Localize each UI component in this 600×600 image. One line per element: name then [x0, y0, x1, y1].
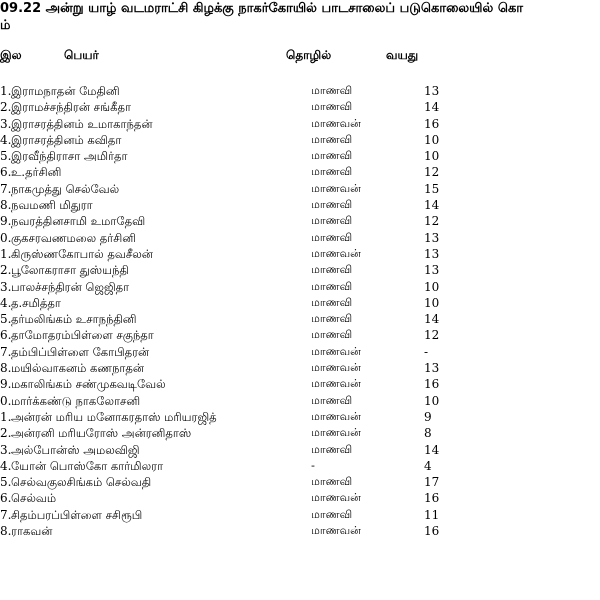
table-row: [0, 295, 600, 311]
row-number: 9.: [0, 377, 12, 392]
row-occupation: மாணவி: [311, 393, 353, 407]
row-occupation: மாணவன்: [311, 377, 361, 391]
row-occupation: மாணவி: [311, 100, 353, 114]
table-row: [0, 279, 600, 295]
row-name: குகசரவணமலை தர்சினி: [11, 230, 137, 245]
row-age: -: [424, 344, 429, 359]
document-heading: [0, 0, 600, 38]
table-row: [0, 409, 600, 425]
table-row: [0, 83, 600, 99]
row-name: ராகவன்: [11, 524, 53, 539]
table-row: [0, 197, 600, 213]
row-occupation: மாணவி: [311, 149, 353, 163]
row-number: 9.: [0, 214, 12, 229]
row-age: 10: [424, 393, 440, 408]
row-number: 5.: [0, 475, 12, 490]
row-occupation: மாணவி: [311, 230, 353, 244]
victims-table: [0, 83, 600, 539]
table-row: [0, 181, 600, 197]
row-number: 4.: [0, 132, 12, 147]
row-number: 7.: [0, 344, 12, 359]
row-number: 1.: [0, 84, 12, 98]
row-occupation: மாணவன்: [311, 344, 361, 358]
row-occupation: மாணவன்: [311, 116, 361, 130]
table-row: [0, 442, 600, 458]
table-row: [0, 523, 600, 539]
table-row: [0, 246, 600, 262]
header-occupation: தொழில்: [286, 48, 332, 62]
table-row: [0, 116, 600, 132]
row-number: 4.: [0, 458, 12, 473]
table-row: [0, 344, 600, 360]
row-occupation: மாணவன்: [311, 426, 361, 440]
row-number: 2.: [0, 100, 12, 115]
row-name: தாமோதரம்பிள்ளை சகுந்தா: [11, 328, 154, 343]
table-row: [0, 360, 600, 376]
row-name: பூலோகராசா துஸ்யந்தி: [11, 263, 129, 278]
row-age: 14: [424, 442, 440, 457]
row-age: 16: [424, 377, 440, 392]
row-name: அன்ரனி மரியரோஸ் அன்ரனிதாஸ்: [11, 426, 192, 441]
table-row: [0, 507, 600, 523]
row-occupation: மாணவி: [311, 507, 353, 521]
row-number: 8.: [0, 524, 12, 539]
table-row: [0, 164, 600, 180]
row-occupation: மாணவி: [311, 132, 353, 146]
heading-line-1: 09.22 அன்று யாழ் வடமராட்சி கிழக்கு நாகர்கோயில் பாடசாலைப் படுகொலையில் கொ: [0, 1, 524, 16]
row-age: 14: [424, 198, 440, 213]
row-name: மயில்வாகனம் கணநாதன்: [11, 361, 145, 376]
row-age: 12: [424, 328, 440, 343]
table-row: [0, 393, 600, 409]
table-row: [0, 213, 600, 229]
table-row: [0, 327, 600, 343]
row-age: 13: [424, 84, 440, 98]
table-row: [0, 230, 600, 246]
row-occupation: மாணவன்: [311, 491, 361, 505]
row-age: 17: [424, 475, 440, 490]
row-age: 8: [424, 426, 432, 441]
row-number: 7.: [0, 507, 12, 522]
row-name: மார்க்கண்டு நாகலோசனி: [11, 393, 141, 408]
row-age: 13: [424, 263, 440, 278]
row-occupation: மாணவி: [311, 165, 353, 179]
row-age: 16: [424, 491, 440, 506]
row-occupation: -: [311, 458, 315, 472]
row-name: இராமநாதன் மேதினி: [11, 84, 120, 98]
table-row: [0, 262, 600, 278]
row-number: 0.: [0, 230, 12, 245]
header-number: இல: [0, 48, 22, 62]
row-age: 14: [424, 100, 440, 115]
row-number: 2.: [0, 263, 12, 278]
row-number: 7.: [0, 181, 12, 196]
row-age: 10: [424, 295, 440, 310]
heading-line-2: ம்: [0, 18, 11, 33]
row-number: 6.: [0, 328, 12, 343]
row-age: 13: [424, 361, 440, 376]
row-name: கிருஸ்ணகோபால் தவசீலன்: [11, 246, 153, 261]
row-age: 16: [424, 524, 440, 539]
row-age: 14: [424, 312, 440, 327]
table-row: [0, 132, 600, 148]
row-age: 10: [424, 279, 440, 294]
row-name: இரவீந்திராசா அமிர்தா: [11, 149, 128, 164]
row-occupation: மாணவன்: [311, 524, 361, 538]
row-name: உ.தர்சினி: [11, 165, 62, 180]
row-occupation: மாணவி: [311, 442, 353, 456]
row-name: த.சமித்தா: [11, 295, 61, 310]
table-row: [0, 425, 600, 441]
row-name: இராமச்சந்திரன் சங்கீதா: [11, 100, 131, 115]
row-name: மகாலிங்கம் சண்முகவடிவேல்: [11, 377, 166, 392]
row-age: 13: [424, 246, 440, 261]
row-occupation: மாணவன்: [311, 246, 361, 260]
row-age: 4: [424, 458, 432, 473]
row-number: 3.: [0, 442, 12, 457]
row-occupation: மாணவன்: [311, 409, 361, 423]
row-name: செல்வகுலசிங்கம் செல்வதி: [11, 475, 152, 490]
row-number: 1.: [0, 246, 12, 261]
row-name: தம்பிப்பிள்ளை கோபிதரன்: [11, 344, 150, 359]
row-occupation: மாணவி: [311, 295, 353, 309]
row-number: 4.: [0, 295, 12, 310]
row-age: 11: [424, 507, 440, 522]
row-number: 5.: [0, 312, 12, 327]
row-name: நாகமுத்து செல்வேல்: [11, 181, 120, 196]
row-number: 6.: [0, 165, 12, 180]
table-row: [0, 474, 600, 490]
row-number: 5.: [0, 149, 12, 164]
row-age: 13: [424, 230, 440, 245]
row-occupation: மாணவி: [311, 214, 353, 228]
row-name: அல்போன்ஸ் அமலவிஜி: [11, 442, 140, 457]
table-row: [0, 148, 600, 164]
row-number: 8.: [0, 198, 12, 213]
row-name: நவமணி மிதுரா: [11, 198, 93, 213]
row-name: செல்வம்: [11, 491, 57, 506]
row-age: 16: [424, 116, 440, 131]
header-name: பெயர்: [64, 48, 99, 62]
row-name: பாலச்சந்திரன் ஜெஜிதா: [11, 279, 130, 294]
row-age: 12: [424, 165, 440, 180]
row-occupation: மாணவி: [311, 328, 353, 342]
row-age: 10: [424, 149, 440, 164]
row-occupation: மாணவி: [311, 263, 353, 277]
row-age: 12: [424, 214, 440, 229]
row-occupation: மாணவி: [311, 84, 353, 97]
row-occupation: மாணவன்: [311, 361, 361, 375]
row-name: இராசரத்தினம் கவிதா: [11, 132, 122, 147]
row-age: 10: [424, 132, 440, 147]
table-row: [0, 376, 600, 392]
column-headers: [0, 48, 600, 68]
row-occupation: மாணவி: [311, 312, 353, 326]
row-number: 0.: [0, 393, 12, 408]
row-age: 9: [424, 409, 432, 424]
row-occupation: மாணவி: [311, 198, 353, 212]
row-occupation: மாணவன்: [311, 181, 361, 195]
table-row: [0, 99, 600, 115]
row-number: 8.: [0, 361, 12, 376]
row-name: தர்மலிங்கம் உசாநந்தினி: [11, 312, 137, 327]
table-row: [0, 490, 600, 506]
row-name: நவரத்தினசாமி உமாதேவி: [11, 214, 146, 229]
row-number: 6.: [0, 491, 12, 506]
table-row: [0, 458, 600, 474]
row-name: இராசரத்தினம் உமாகாந்தன்: [11, 116, 153, 131]
table-row: [0, 311, 600, 327]
row-occupation: மாணவி: [311, 279, 353, 293]
row-name: யோன் பொஸ்கோ கார்மிலரா: [11, 458, 164, 473]
row-number: 3.: [0, 279, 12, 294]
row-number: 2.: [0, 426, 12, 441]
row-number: 1.: [0, 409, 12, 424]
row-number: 3.: [0, 116, 12, 131]
row-name: சிதம்பரப்பிள்ளை சசிரூபி: [11, 507, 143, 522]
header-age: வயது: [386, 48, 419, 62]
row-name: அன்ரன் மரிய மனோகரதாஸ் மரியரஜித்: [11, 409, 217, 424]
row-occupation: மாணவி: [311, 475, 353, 489]
row-age: 15: [424, 181, 440, 196]
